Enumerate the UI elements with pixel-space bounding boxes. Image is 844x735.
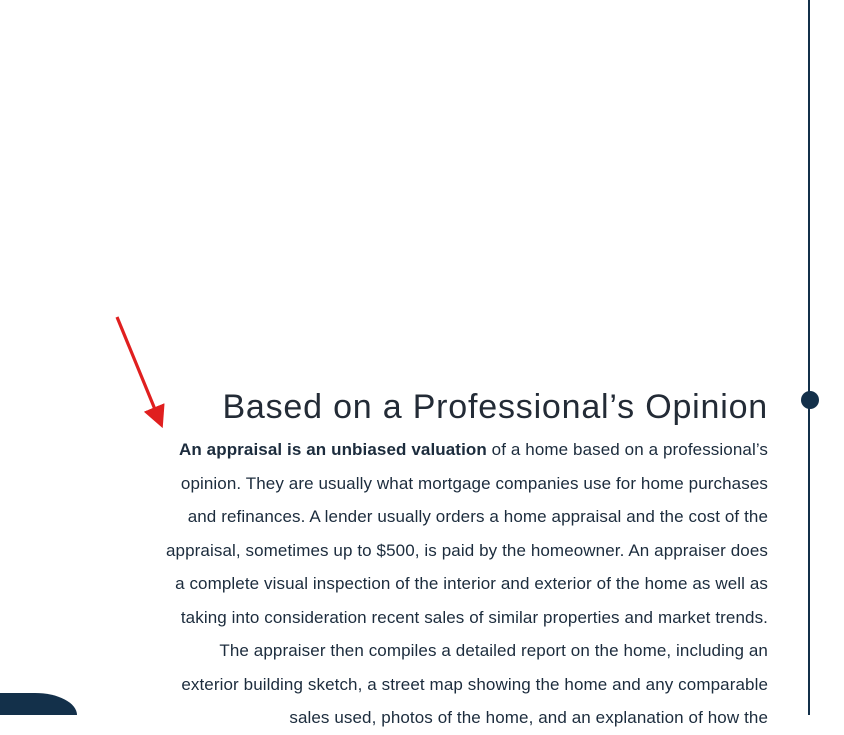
paragraph-line: taking into consideration recent sales of similar properties and market trends. (180, 607, 768, 627)
paragraph-line-clipped: sales used, photos of the home, and an explanation of how the (289, 708, 768, 727)
paragraph-line: exterior building sketch, a street map showing the home and any comparable (181, 674, 768, 694)
timeline-dot (801, 391, 819, 409)
paragraph-line: appraisal, sometimes up to $500, is paid by the homeowner. An appraiser does (165, 540, 768, 560)
paragraph-line: a complete visual inspection of the interior and exterior of the home as well as (175, 574, 768, 593)
paragraph-line: The appraiser then compiles a detailed report on the home, including an (219, 641, 768, 660)
paragraph-line: opinion. They are usually what mortgage companies use for home purchases (180, 473, 768, 493)
paragraph-line (23, 433, 768, 467)
section-title: Based on a Professional’s Opinion (222, 388, 768, 426)
body-paragraph (23, 433, 768, 735)
paragraph-line-rest: of a home based on a professional’s (486, 440, 768, 459)
paragraph-line: and refinances. A lender usually orders a home appraisal and the cost of the (187, 507, 768, 526)
timeline-vertical-line (808, 0, 810, 715)
lead-bold-phrase: An appraisal is an unbiased valuation (178, 440, 487, 459)
